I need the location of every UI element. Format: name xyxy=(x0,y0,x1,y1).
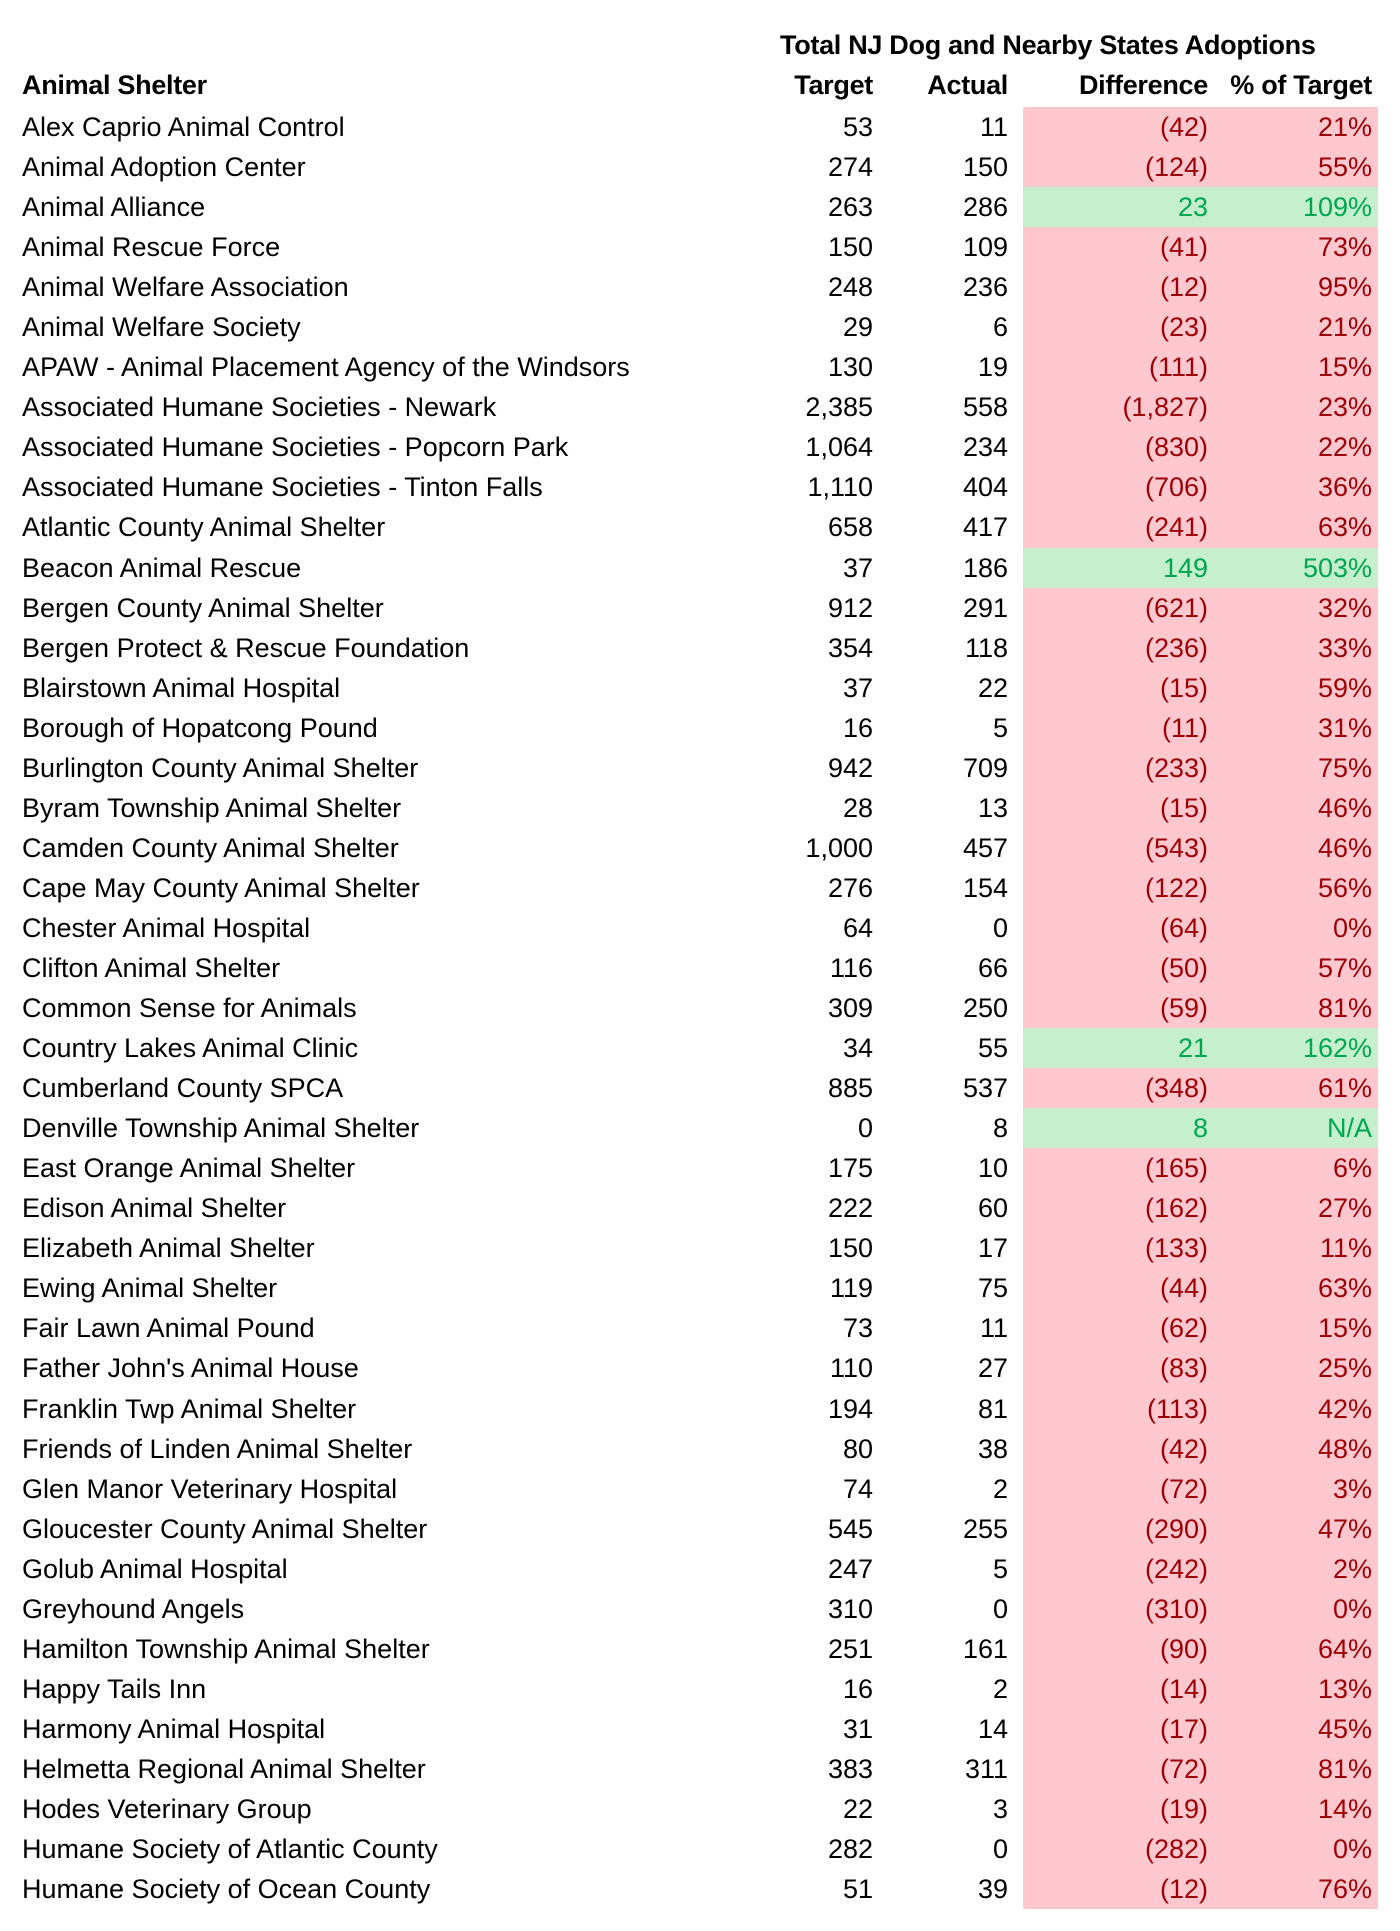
actual-cell: 2 xyxy=(992,1673,1008,1704)
difference-cell: (90) xyxy=(1159,1633,1208,1664)
actual-cell: 250 xyxy=(962,993,1008,1024)
table-row xyxy=(0,1509,1400,1549)
difference-cell: (19) xyxy=(1159,1793,1208,1824)
target-cell: 912 xyxy=(827,592,873,623)
difference-cell: (41) xyxy=(1159,232,1208,263)
pct-of-target-cell: 75% xyxy=(1317,752,1372,783)
actual-cell: 10 xyxy=(977,1153,1008,1184)
pct-of-target-cell: 76% xyxy=(1317,1874,1372,1905)
actual-cell: 286 xyxy=(962,192,1008,223)
target-cell: 29 xyxy=(842,312,873,343)
table-row xyxy=(0,1308,1400,1348)
target-cell: 74 xyxy=(842,1473,873,1504)
pct-of-target-cell: 0% xyxy=(1332,1593,1372,1624)
target-cell: 309 xyxy=(827,993,873,1024)
actual-cell: 118 xyxy=(964,632,1008,663)
difference-cell: (290) xyxy=(1144,1513,1208,1544)
shelter-name: Golub Animal Hospital xyxy=(22,1553,288,1584)
shelter-name: Ewing Animal Shelter xyxy=(22,1273,278,1304)
shelter-name: Borough of Hopatcong Pound xyxy=(22,712,378,743)
pct-of-target-cell: 14% xyxy=(1317,1793,1372,1824)
difference-cell: (44) xyxy=(1159,1273,1208,1304)
difference-cell: (11) xyxy=(1161,712,1208,743)
table-row xyxy=(0,507,1400,547)
difference-cell: (348) xyxy=(1144,1073,1208,1104)
actual-cell: 38 xyxy=(977,1433,1008,1464)
shelter-name: Country Lakes Animal Clinic xyxy=(22,1033,359,1064)
shelter-name: Animal Alliance xyxy=(22,192,206,223)
table-row xyxy=(0,467,1400,507)
target-cell: 310 xyxy=(827,1593,873,1624)
table-row xyxy=(0,788,1400,828)
actual-cell: 417 xyxy=(962,512,1008,543)
actual-cell: 27 xyxy=(977,1353,1008,1384)
actual-cell: 0 xyxy=(992,1593,1008,1624)
difference-cell: (282) xyxy=(1144,1834,1208,1865)
target-cell: 80 xyxy=(842,1433,873,1464)
difference-cell: (72) xyxy=(1159,1753,1208,1784)
shelter-name: Common Sense for Animals xyxy=(22,993,357,1024)
shelter-name: Associated Humane Societies - Newark xyxy=(22,392,497,423)
pct-of-target-cell: 21% xyxy=(1317,312,1372,343)
pct-of-target-cell: 6% xyxy=(1332,1153,1372,1184)
shelter-name: Cumberland County SPCA xyxy=(22,1073,344,1104)
shelter-name: Hamilton Township Animal Shelter xyxy=(22,1633,430,1664)
difference-cell: (165) xyxy=(1144,1153,1208,1184)
actual-cell: 5 xyxy=(992,1553,1008,1584)
target-cell: 37 xyxy=(842,672,873,703)
actual-cell: 11 xyxy=(979,112,1008,142)
target-cell: 1,000 xyxy=(805,832,873,863)
shelter-name: Bergen Protect & Rescue Foundation xyxy=(22,632,470,663)
table-row xyxy=(0,1869,1400,1909)
table-row xyxy=(0,1629,1400,1669)
shelter-name: Camden County Animal Shelter xyxy=(22,832,399,863)
pct-of-target-cell: 46% xyxy=(1317,792,1372,823)
shelter-name: Helmetta Regional Animal Shelter xyxy=(22,1753,426,1784)
actual-cell: 0 xyxy=(992,912,1008,943)
pct-of-target-cell: 81% xyxy=(1317,1753,1372,1784)
target-cell: 34 xyxy=(842,1033,873,1064)
pct-of-target-cell: 25% xyxy=(1317,1353,1372,1384)
target-cell: 276 xyxy=(827,872,873,903)
pct-of-target-cell: 64% xyxy=(1317,1633,1372,1664)
difference-cell: (122) xyxy=(1144,872,1208,903)
difference-cell: (14) xyxy=(1159,1673,1208,1704)
target-cell: 150 xyxy=(827,232,873,263)
pct-of-target-cell: 45% xyxy=(1317,1713,1372,1744)
actual-cell: 311 xyxy=(964,1753,1008,1784)
actual-cell: 13 xyxy=(977,792,1008,823)
table-row xyxy=(0,1268,1400,1308)
actual-cell: 14 xyxy=(977,1713,1008,1744)
target-cell: 64 xyxy=(842,912,873,943)
pct-of-target-cell: 13% xyxy=(1317,1673,1372,1704)
difference-cell: (830) xyxy=(1144,432,1208,463)
difference-cell: (83) xyxy=(1159,1353,1208,1384)
target-cell: 1,064 xyxy=(805,432,873,463)
shelter-name: Gloucester County Animal Shelter xyxy=(22,1513,428,1544)
target-cell: 110 xyxy=(829,1353,873,1384)
column-header-pct-of-target: % of Target xyxy=(1230,70,1372,100)
difference-cell: (12) xyxy=(1159,272,1208,303)
shelter-name: Associated Humane Societies - Tinton Falls xyxy=(22,472,543,503)
difference-cell: (59) xyxy=(1159,993,1208,1024)
shelter-name: Hodes Veterinary Group xyxy=(22,1793,312,1824)
target-cell: 222 xyxy=(827,1193,873,1224)
table-row xyxy=(0,307,1400,347)
difference-cell: (241) xyxy=(1144,512,1208,543)
actual-cell: 709 xyxy=(962,752,1008,783)
shelter-name: East Orange Animal Shelter xyxy=(22,1153,356,1184)
shelter-name: Father John's Animal House xyxy=(22,1353,359,1384)
table-row xyxy=(0,868,1400,908)
difference-cell: (23) xyxy=(1159,312,1208,343)
table-row xyxy=(0,548,1400,588)
target-cell: 16 xyxy=(842,1673,873,1704)
difference-cell: (12) xyxy=(1159,1874,1208,1905)
target-cell: 1,110 xyxy=(807,472,873,503)
pct-of-target-cell: 61% xyxy=(1317,1073,1372,1104)
pct-of-target-cell: 33% xyxy=(1317,632,1372,663)
actual-cell: 5 xyxy=(992,712,1008,743)
pct-of-target-cell: 0% xyxy=(1332,1834,1372,1865)
table-row xyxy=(0,628,1400,668)
difference-cell: (64) xyxy=(1159,912,1208,943)
table-row xyxy=(0,1549,1400,1589)
target-cell: 16 xyxy=(842,712,873,743)
table-row xyxy=(0,948,1400,988)
table-row xyxy=(0,187,1400,227)
target-cell: 263 xyxy=(827,192,873,223)
difference-cell: (310) xyxy=(1144,1593,1208,1624)
table-row xyxy=(0,588,1400,628)
pct-of-target-cell: 15% xyxy=(1317,352,1372,383)
pct-of-target-cell: 56% xyxy=(1317,872,1372,903)
pct-of-target-cell: 22% xyxy=(1317,432,1372,463)
pct-of-target-cell: 503% xyxy=(1302,552,1372,583)
table-row xyxy=(0,147,1400,187)
difference-cell: (233) xyxy=(1144,752,1208,783)
actual-cell: 75 xyxy=(977,1273,1008,1304)
actual-cell: 109 xyxy=(962,232,1008,263)
target-cell: 53 xyxy=(842,112,873,142)
target-cell: 354 xyxy=(827,632,873,663)
pct-of-target-cell: 81% xyxy=(1317,993,1372,1024)
pct-of-target-cell: N/A xyxy=(1326,1113,1372,1144)
pct-of-target-cell: 57% xyxy=(1317,952,1372,983)
target-cell: 274 xyxy=(827,152,873,183)
target-cell: 248 xyxy=(827,272,873,303)
table-row xyxy=(0,267,1400,307)
shelter-name: Animal Rescue Force xyxy=(22,232,281,263)
table-row xyxy=(0,1469,1400,1509)
shelter-name: Alex Caprio Animal Control xyxy=(22,112,345,142)
column-header-target: Target xyxy=(794,70,873,100)
target-cell: 194 xyxy=(827,1393,873,1424)
column-header-difference: Difference xyxy=(1078,70,1208,100)
shelter-name: Elizabeth Animal Shelter xyxy=(22,1233,315,1264)
table-row xyxy=(0,1429,1400,1469)
shelter-name: Cape May County Animal Shelter xyxy=(22,872,420,903)
actual-cell: 150 xyxy=(962,152,1008,183)
group-title: Total NJ Dog and Nearby States Adoptions xyxy=(780,30,1316,60)
target-cell: 28 xyxy=(842,792,873,823)
actual-cell: 39 xyxy=(977,1874,1008,1905)
target-cell: 130 xyxy=(827,352,873,383)
shelter-name: Glen Manor Veterinary Hospital xyxy=(22,1473,398,1504)
actual-cell: 22 xyxy=(977,672,1008,703)
target-cell: 31 xyxy=(842,1713,873,1744)
table-row xyxy=(0,1789,1400,1829)
shelter-name: Animal Welfare Association xyxy=(22,272,349,303)
target-cell: 2,385 xyxy=(805,392,873,423)
target-cell: 885 xyxy=(827,1073,873,1104)
table-row xyxy=(0,1389,1400,1429)
shelter-name: Animal Adoption Center xyxy=(22,152,306,183)
shelter-name: Atlantic County Animal Shelter xyxy=(22,512,386,543)
actual-cell: 6 xyxy=(992,312,1008,343)
difference-cell: (236) xyxy=(1144,632,1208,663)
difference-cell: (1,827) xyxy=(1122,392,1208,423)
difference-cell: (111) xyxy=(1148,352,1208,383)
target-cell: 51 xyxy=(842,1874,873,1905)
difference-cell: (72) xyxy=(1159,1473,1208,1504)
difference-cell: (42) xyxy=(1159,1433,1208,1464)
pct-of-target-cell: 0% xyxy=(1332,912,1372,943)
actual-cell: 81 xyxy=(977,1393,1008,1424)
shelter-name: Byram Township Animal Shelter xyxy=(22,792,402,823)
target-cell: 658 xyxy=(827,512,873,543)
difference-cell: 23 xyxy=(1177,192,1208,223)
target-cell: 150 xyxy=(827,1233,873,1264)
pct-of-target-cell: 31% xyxy=(1317,712,1372,743)
actual-cell: 236 xyxy=(962,272,1008,303)
table-row xyxy=(0,387,1400,427)
table-row xyxy=(0,227,1400,267)
shelter-name: Animal Welfare Society xyxy=(22,312,301,343)
pct-of-target-cell: 73% xyxy=(1317,232,1372,263)
target-cell: 119 xyxy=(829,1273,873,1304)
difference-cell: (124) xyxy=(1144,152,1208,183)
pct-of-target-cell: 59% xyxy=(1317,672,1372,703)
actual-cell: 558 xyxy=(962,392,1008,423)
shelter-name: APAW - Animal Placement Agency of the Windsors xyxy=(22,352,630,383)
table-row xyxy=(0,1589,1400,1629)
shelter-name: Greyhound Angels xyxy=(22,1593,245,1624)
shelter-name: Humane Society of Ocean County xyxy=(22,1874,431,1905)
difference-cell: 21 xyxy=(1177,1033,1208,1064)
difference-cell: (113) xyxy=(1146,1393,1208,1424)
shelter-name: Chester Animal Hospital xyxy=(22,912,311,943)
shelter-name: Associated Humane Societies - Popcorn Park xyxy=(22,432,569,463)
target-cell: 73 xyxy=(842,1313,873,1344)
actual-cell: 55 xyxy=(977,1033,1008,1064)
table-row xyxy=(0,1108,1400,1148)
difference-cell: (133) xyxy=(1144,1233,1208,1264)
target-cell: 175 xyxy=(827,1153,873,1184)
difference-cell: 8 xyxy=(1192,1113,1208,1144)
actual-cell: 404 xyxy=(962,472,1008,503)
table-row xyxy=(0,748,1400,788)
target-cell: 282 xyxy=(827,1834,873,1865)
target-cell: 942 xyxy=(827,752,873,783)
actual-cell: 2 xyxy=(992,1473,1008,1504)
actual-cell: 19 xyxy=(977,352,1008,383)
pct-of-target-cell: 46% xyxy=(1317,832,1372,863)
table-row xyxy=(0,908,1400,948)
table-row xyxy=(0,1669,1400,1709)
shelter-name: Fair Lawn Animal Pound xyxy=(22,1313,315,1344)
shelter-name: Edison Animal Shelter xyxy=(22,1193,287,1224)
table-row xyxy=(0,988,1400,1028)
target-cell: 116 xyxy=(829,952,873,983)
table-row xyxy=(0,1709,1400,1749)
actual-cell: 154 xyxy=(962,872,1008,903)
actual-cell: 0 xyxy=(992,1834,1008,1865)
table-row xyxy=(0,828,1400,868)
actual-cell: 255 xyxy=(962,1513,1008,1544)
pct-of-target-cell: 47% xyxy=(1317,1513,1372,1544)
table-body xyxy=(0,107,1400,1909)
difference-cell: 149 xyxy=(1162,552,1208,583)
shelter-name: Blairstown Animal Hospital xyxy=(22,672,341,703)
table-row xyxy=(0,1749,1400,1789)
shelter-name: Burlington County Animal Shelter xyxy=(22,752,419,783)
pct-of-target-cell: 109% xyxy=(1302,192,1372,223)
difference-cell: (15) xyxy=(1159,672,1208,703)
difference-cell: (15) xyxy=(1159,792,1208,823)
pct-of-target-cell: 11% xyxy=(1319,1233,1372,1264)
actual-cell: 8 xyxy=(992,1113,1008,1144)
pct-of-target-cell: 63% xyxy=(1317,1273,1372,1304)
difference-cell: (62) xyxy=(1159,1313,1208,1344)
table-row xyxy=(0,1188,1400,1228)
pct-of-target-cell: 3% xyxy=(1332,1473,1372,1504)
actual-cell: 60 xyxy=(977,1193,1008,1224)
target-cell: 383 xyxy=(827,1753,873,1784)
target-cell: 545 xyxy=(827,1513,873,1544)
difference-cell: (706) xyxy=(1144,472,1208,503)
target-cell: 251 xyxy=(827,1633,873,1664)
table-row xyxy=(0,427,1400,467)
shelter-name: Happy Tails Inn xyxy=(22,1673,207,1704)
difference-cell: (242) xyxy=(1144,1553,1208,1584)
shelter-name: Beacon Animal Rescue xyxy=(22,552,302,583)
pct-of-target-cell: 36% xyxy=(1317,472,1372,503)
shelter-name: Friends of Linden Animal Shelter xyxy=(22,1433,413,1464)
difference-cell: (50) xyxy=(1159,952,1208,983)
pct-of-target-cell: 42% xyxy=(1317,1393,1372,1424)
pct-of-target-cell: 27% xyxy=(1317,1193,1372,1224)
shelter-name: Bergen County Animal Shelter xyxy=(22,592,384,623)
target-cell: 247 xyxy=(827,1553,873,1584)
pct-of-target-cell: 162% xyxy=(1302,1033,1372,1064)
table-row xyxy=(0,668,1400,708)
target-cell: 0 xyxy=(857,1113,873,1144)
difference-cell: (42) xyxy=(1159,112,1208,142)
table-row xyxy=(0,1228,1400,1268)
actual-cell: 161 xyxy=(962,1633,1008,1664)
pct-of-target-cell: 48% xyxy=(1317,1433,1372,1464)
difference-cell: (17) xyxy=(1159,1713,1208,1744)
pct-of-target-cell: 95% xyxy=(1317,272,1372,303)
actual-cell: 537 xyxy=(962,1073,1008,1104)
pct-of-target-cell: 55% xyxy=(1317,152,1372,183)
shelter-name: Clifton Animal Shelter xyxy=(22,952,281,983)
target-cell: 37 xyxy=(842,552,873,583)
actual-cell: 66 xyxy=(977,952,1008,983)
table-row xyxy=(0,347,1400,387)
table-row xyxy=(0,1348,1400,1388)
column-header-animal-shelter: Animal Shelter xyxy=(22,70,207,100)
shelter-name: Franklin Twp Animal Shelter xyxy=(22,1393,357,1424)
table-row xyxy=(0,708,1400,748)
table-row xyxy=(0,1068,1400,1108)
shelter-name: Denville Township Animal Shelter xyxy=(22,1113,420,1144)
actual-cell: 291 xyxy=(962,592,1008,623)
actual-cell: 17 xyxy=(977,1233,1008,1264)
shelter-name: Harmony Animal Hospital xyxy=(22,1713,326,1744)
target-cell: 22 xyxy=(842,1793,873,1824)
actual-cell: 3 xyxy=(992,1793,1008,1824)
pct-of-target-cell: 2% xyxy=(1332,1553,1372,1584)
table-row xyxy=(0,1829,1400,1869)
pct-of-target-cell: 32% xyxy=(1317,592,1372,623)
pct-of-target-cell: 21% xyxy=(1317,112,1372,142)
actual-cell: 457 xyxy=(962,832,1008,863)
shelter-name: Humane Society of Atlantic County xyxy=(22,1834,438,1865)
difference-cell: (162) xyxy=(1144,1193,1208,1224)
actual-cell: 11 xyxy=(979,1313,1008,1344)
difference-cell: (621) xyxy=(1144,592,1208,623)
actual-cell: 186 xyxy=(962,552,1008,583)
pct-of-target-cell: 23% xyxy=(1317,392,1372,423)
pct-of-target-cell: 63% xyxy=(1317,512,1372,543)
table-row xyxy=(0,1028,1400,1068)
pct-of-target-cell: 15% xyxy=(1317,1313,1372,1344)
table-row xyxy=(0,107,1400,147)
actual-cell: 234 xyxy=(962,432,1008,463)
difference-cell: (543) xyxy=(1144,832,1208,863)
column-header-actual: Actual xyxy=(927,70,1008,100)
table-row xyxy=(0,1148,1400,1188)
